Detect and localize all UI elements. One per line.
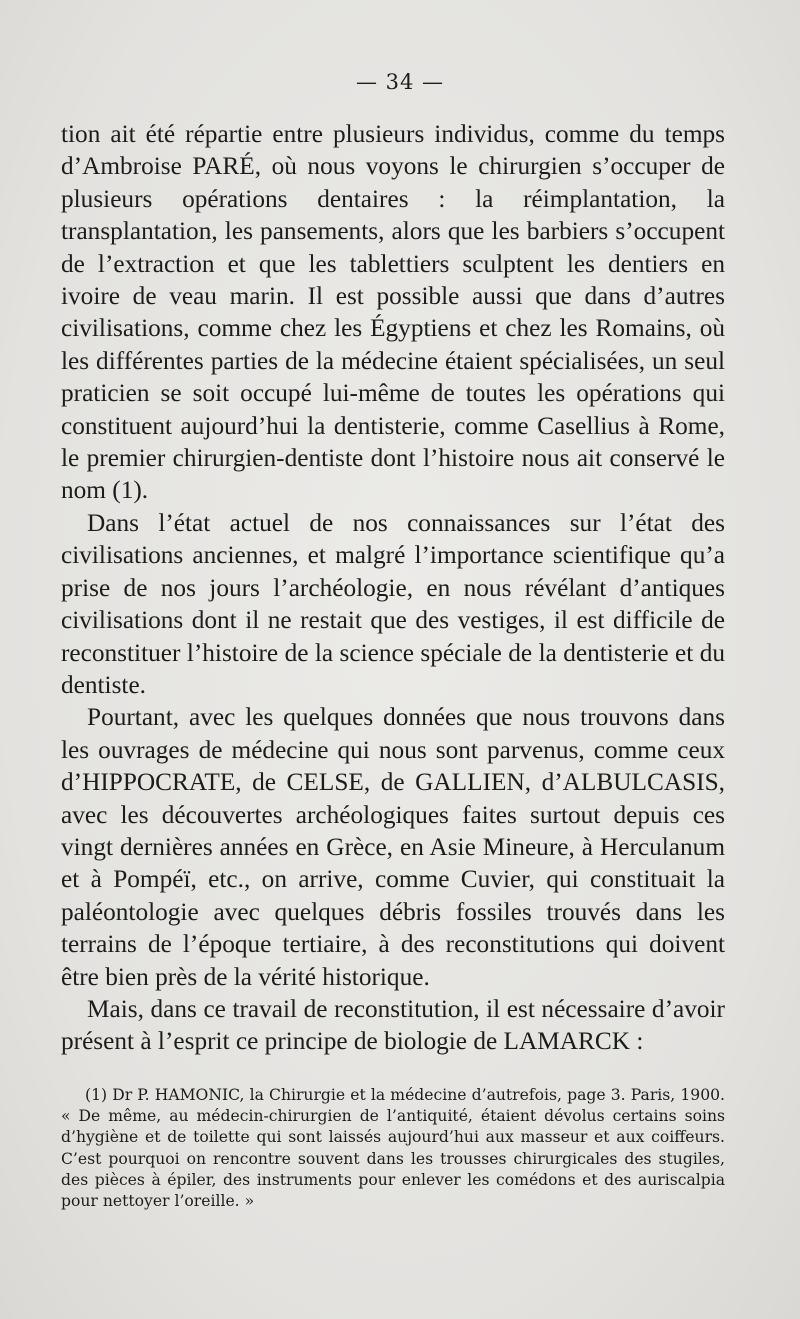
page-number: — 34 — [355, 70, 445, 94]
paragraph-3: Pourtant, avec les quelques données que nous trouvons dans les ouvrages de médecine qui nous sont parvenus, comme ceux d’HIPPOCRATE, de CELSE, de GALLIEN, d’ALBULCASIS, avec les découvertes archéologiques faites surtout depuis ces vingt dernières années en Grèce, en Asie Mineure, à Herculanum et à Pompéï, etc., on arrive, comme Cuvier, qui constituait la paléontologie avec quelques débris fossiles trouvés dans les terrains de l’époque tertiaire, à des reconstitutions qui doivent être bien près de la vérité historique. [61, 703, 725, 991]
body-text [61, 118, 725, 1058]
footnote [61, 1085, 725, 1212]
footnote-text: (1) Dr P. HAMONIC, la Chirurgie et la médecine d’autrefois, page 3. Paris, 1900. « De même, au médecin-chirurgien de l’antiquité, étaient dévolus certains soins d’hygiène et de toilette qui sont laissés aujourd’hui aux masseur et aux coiffeurs. C’est pourquoi on rencontre souvent dans les trousses chirurgicales des stugiles, des pièces à épiler, des instruments pour enlever les comédons et des auriscalpia pour nettoyer l’oreille. » [61, 1086, 725, 1211]
paragraph-4: Mais, dans ce travail de reconstitution, il est nécessaire d’avoir présent à l’esprit ce principe de biologie de LAMARCK : [61, 994, 725, 1056]
paragraph-2: Dans l’état actuel de nos connaissances sur l’état des civilisations anciennes, et malgré l’importance scientifique qu’a prise de nos jours l’archéologie, en nous révélant d’antiques civilisations dont il ne restait que des vestiges, il est difficile de reconstituer l’histoire de la science spéciale de la dentisterie et du dentiste. [61, 508, 725, 699]
paragraph-1: tion ait été répartie entre plusieurs individus, comme du temps d’Ambroise PARÉ, où nous voyons le chirurgien s’occuper de plusieurs opérations dentaires : la réimplantation, la transplantation, les pansements, alors que les barbiers s’occupent de l’extraction et que les tablettiers sculptent les dentiers en ivoire de veau marin. Il est possible aussi que dans d’autres civilisations, comme chez les Égyptiens et chez les Romains, où les différentes parties de la médecine étaient spécialisées, un seul praticien se soit occupé lui-même de toutes les opérations qui constituent aujourd’hui la dentisterie, comme Casellius à Rome, le premier chirurgien-dentiste dont l’histoire nous ait conservé le nom (1). [61, 120, 725, 505]
